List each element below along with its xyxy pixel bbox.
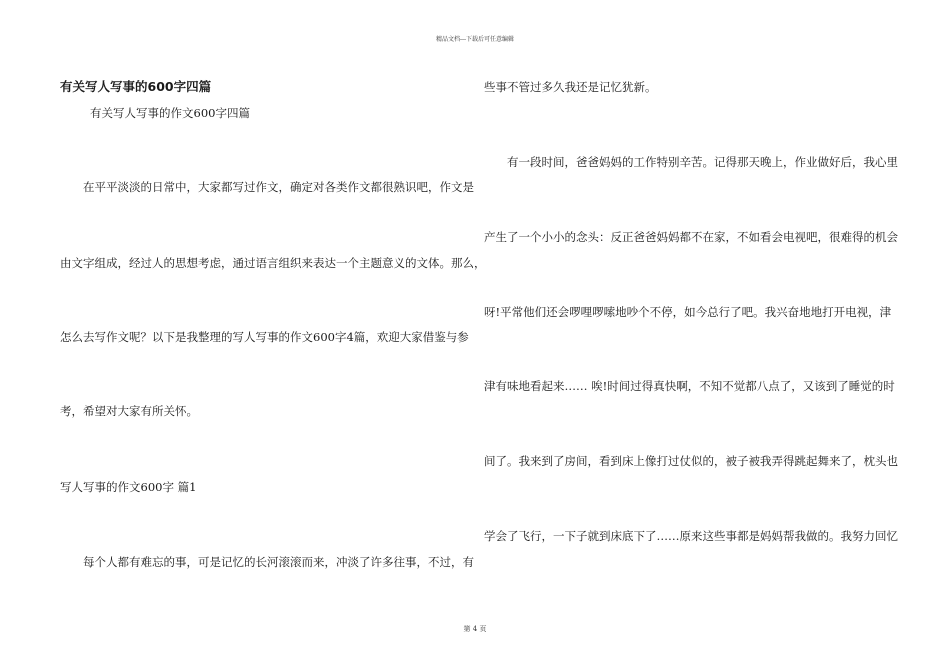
paragraph-line: 些事不管过多久我还是记忆犹新。 <box>484 80 657 94</box>
paragraph-line: 每个人都有难忘的事，可是记忆的长河滚滚而来，冲淡了许多往事，不过，有 <box>83 555 474 569</box>
section-heading: 写人写事的作文600字 篇1 <box>60 480 197 494</box>
paragraph-line: 呀!平常他们还会啰哩啰嗦地吵个不停，如今总行了吧。我兴奋地地打开电视，津 <box>484 305 892 319</box>
paragraph-line: 怎么去写作文呢？以下是我整理的写人写事的作文600字4篇，欢迎大家借鉴与参 <box>60 330 469 344</box>
paragraph-line: 在平平淡淡的日常中，大家都写过作文，确定对各类作文都很熟识吧，作文是 <box>83 180 474 194</box>
paragraph-line: 津有味地看起来…… 唉!时间过得真快啊，不知不觉都八点了，又该到了睡觉的时 <box>484 379 895 393</box>
paragraph-line: 产生了一个小小的念头：反正爸爸妈妈都不在家，不如看会电视吧，很难得的机会 <box>484 230 898 244</box>
page-number: 第 4 页 <box>463 625 487 633</box>
paragraph-line: 有一段时间，爸爸妈妈的工作特别辛苦。记得那天晚上，作业做好后，我心里 <box>507 155 898 169</box>
paragraph-line: 考，希望对大家有所关怀。 <box>60 404 198 418</box>
paragraph-line: 间了。我来到了房间，看到床上像打过仗似的，被子被我弄得跳起舞来了，枕头也 <box>484 454 898 468</box>
document-title: 有关写人写事的600字四篇 <box>60 79 212 94</box>
paragraph-line: 学会了飞行，一下子就到床底下了……原来这些事都是妈妈帮我做的。我努力回忆 <box>484 529 898 543</box>
page-header: 精品文档---下载后可任意编辑 <box>435 36 515 43</box>
document-subtitle: 有关写人写事的作文600字四篇 <box>90 106 250 120</box>
paragraph-line: 由文字组成，经过人的思想考虑，通过语言组织来表达一个主题意义的文体。那么， <box>60 256 486 270</box>
